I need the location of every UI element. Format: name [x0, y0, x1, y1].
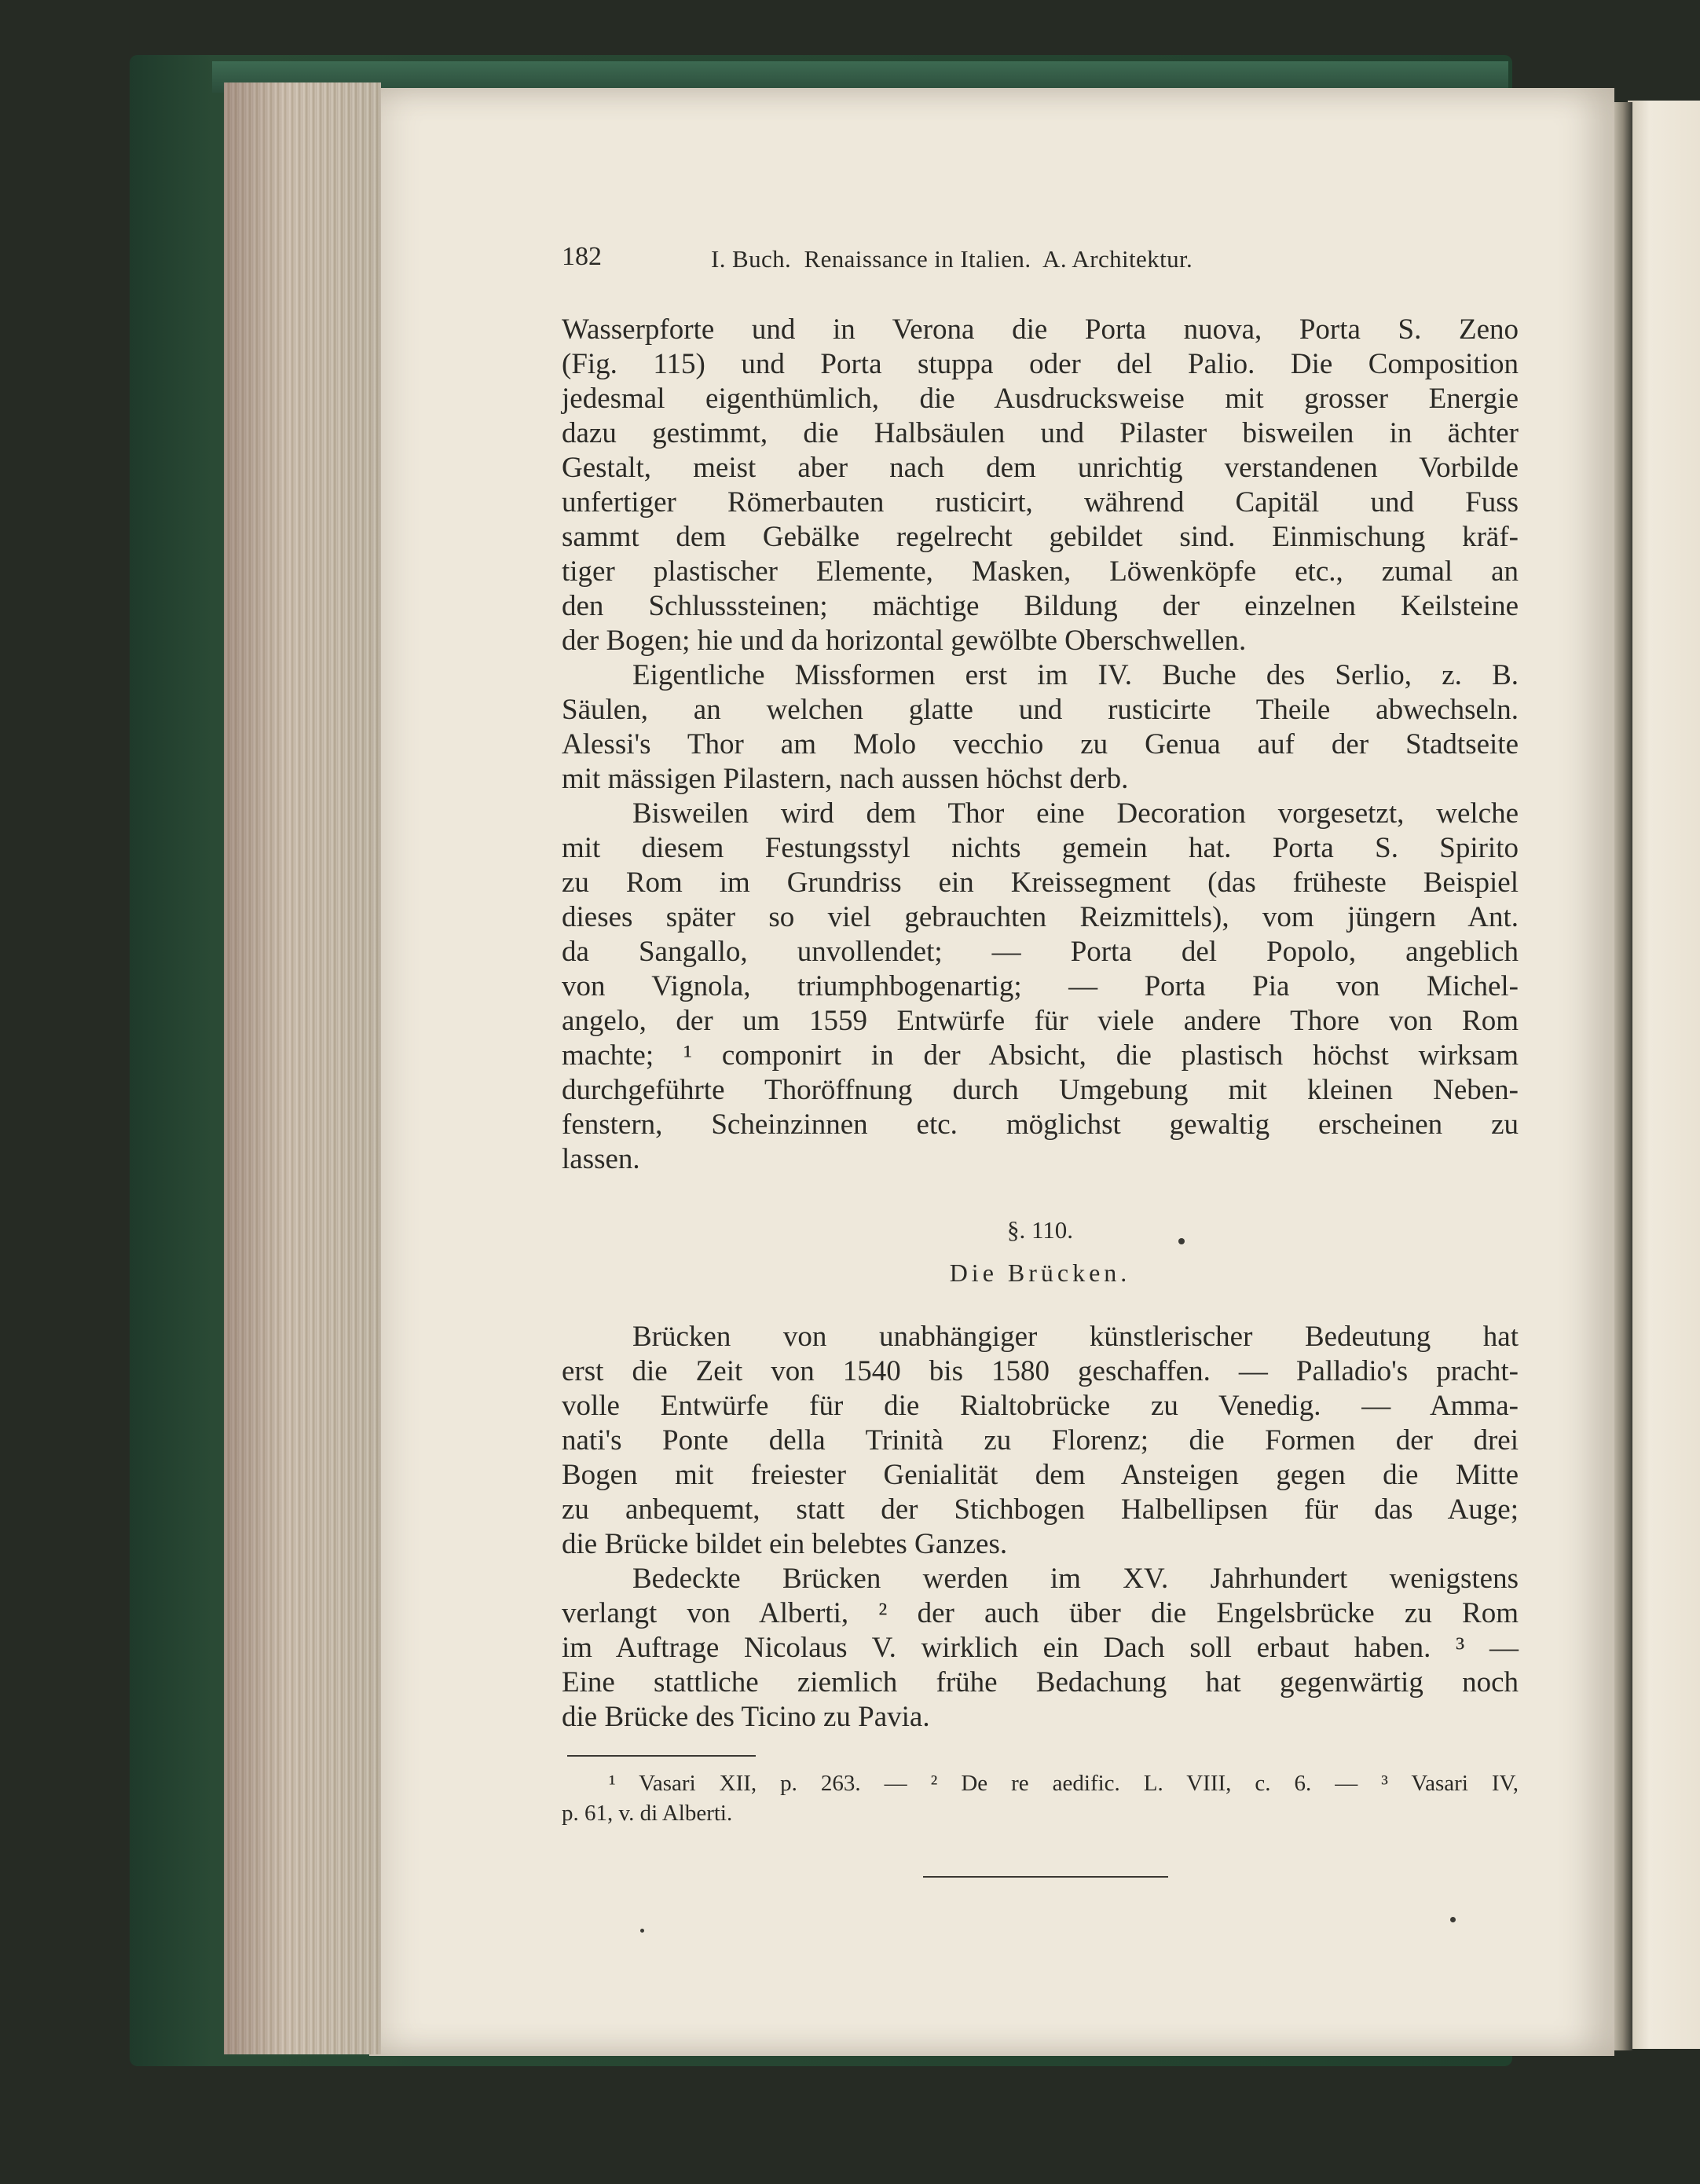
- text-line: der Bogen; hie und da horizontal gewölbte Oberschwellen.: [562, 625, 1247, 657]
- text-line: tiger plastischer Elemente, Masken, Löwenköpfe etc., zumal an: [562, 555, 1519, 588]
- text-line: erst die Zeit von 1540 bis 1580 geschaffen. — Palladio's pracht-: [562, 1355, 1519, 1387]
- running-head: I. Buch. Renaissance in Italien. A. Architektur.: [711, 245, 1193, 273]
- text-line: Bisweilen wird dem Thor eine Decoration vorgesetzt, welche: [632, 797, 1519, 830]
- page-header: [562, 242, 1519, 277]
- text-line: mit diesem Festungsstyl nichts gemein hat. Porta S. Spirito: [562, 832, 1519, 864]
- section-title: Die Brücken.: [949, 1259, 1131, 1287]
- facing-page-edge: [1628, 101, 1700, 2049]
- section-number: §. 110.: [1006, 1216, 1074, 1244]
- text-line: machte; ¹ componirt in der Absicht, die plastisch höchst wirksam: [562, 1039, 1519, 1072]
- text-line: fenstern, Scheinzinnen etc. möglichst gewaltig erscheinen zu: [562, 1108, 1519, 1141]
- text-line: mit mässigen Pilastern, nach aussen höchst derb.: [562, 763, 1129, 795]
- text-line: da Sangallo, unvollendet; — Porta del Popolo, angeblich: [562, 936, 1519, 968]
- text-line: sammt dem Gebälke regelrecht gebildet sind. Einmischung kräf-: [562, 521, 1519, 553]
- paper-speck: [1450, 1917, 1456, 1922]
- text-line: Wasserpforte und in Verona die Porta nuova, Porta S. Zeno: [562, 313, 1519, 346]
- text-line: jedesmal eigenthümlich, die Ausdrucksweise mit grosser Energie: [562, 383, 1519, 415]
- text-line: Bogen mit freiester Genialität dem Ansteigen gegen die Mitte: [562, 1459, 1519, 1491]
- text-line: (Fig. 115) und Porta stuppa oder del Palio. Die Composition: [562, 348, 1519, 380]
- text-line: lassen.: [562, 1143, 640, 1175]
- closing-rule: [923, 1876, 1168, 1878]
- text-line: verlangt von Alberti, ² der auch über die Engelsbrücke zu Rom: [562, 1597, 1519, 1629]
- text-line: Gestalt, meist aber nach dem unrichtig verstandenen Vorbilde: [562, 452, 1519, 484]
- paper-speck: [1178, 1238, 1185, 1244]
- text-line: Säulen, an welchen glatte und rusticirte Theile abwechseln.: [562, 694, 1519, 726]
- text-line: die Brücke bildet ein belebtes Ganzes.: [562, 1528, 1008, 1560]
- text-line: Bedeckte Brücken werden im XV. Jahrhundert wenigstens: [632, 1563, 1519, 1595]
- footnote-line: ¹ Vasari XII, p. 263. — ² De re aedific. L. VIII, c. 6. — ³ Vasari IV,: [609, 1771, 1519, 1796]
- text-line: den Schlusssteinen; mächtige Bildung der einzelnen Keilsteine: [562, 590, 1519, 622]
- text-line: Alessi's Thor am Molo vecchio zu Genua auf der Stadtseite: [562, 728, 1519, 760]
- text-line: dazu gestimmt, die Halbsäulen und Pilaster bisweilen in ächter: [562, 417, 1519, 449]
- text-line: Eine stattliche ziemlich frühe Bedachung hat gegenwärtig noch: [562, 1666, 1519, 1698]
- text-line: volle Entwürfe für die Rialtobrücke zu Venedig. — Amma-: [562, 1390, 1519, 1422]
- paper-speck: [640, 1929, 644, 1933]
- page-number: 182: [562, 242, 602, 271]
- text-line: nati's Ponte della Trinità zu Florenz; die Formen der drei: [562, 1424, 1519, 1457]
- text-line: zu Rom im Grundriss ein Kreissegment (das früheste Beispiel: [562, 867, 1519, 899]
- text-line: zu anbequemt, statt der Stichbogen Halbellipsen für das Auge;: [562, 1493, 1519, 1526]
- text-line: durchgeführte Thoröffnung durch Umgebung mit kleinen Neben-: [562, 1074, 1519, 1106]
- text-line: im Auftrage Nicolaus V. wirklich ein Dach soll erbaut haben. ³ —: [562, 1632, 1519, 1664]
- text-line: von Vignola, triumphbogenartig; — Porta Pia von Michel-: [562, 970, 1519, 1002]
- footnote-line: p. 61, v. di Alberti.: [562, 1801, 733, 1826]
- text-line: angelo, der um 1559 Entwürfe für viele andere Thore von Rom: [562, 1005, 1519, 1037]
- footnote-rule: [567, 1755, 756, 1757]
- text-line: dieses später so viel gebrauchten Reizmittels), vom jüngern Ant.: [562, 901, 1519, 933]
- text-line: unfertiger Römerbauten rusticirt, während Capitäl und Fuss: [562, 486, 1519, 519]
- text-line: Eigentliche Missformen erst im IV. Buche des Serlio, z. B.: [632, 659, 1519, 691]
- text-line: Brücken von unabhängiger künstlerischer Bedeutung hat: [632, 1321, 1519, 1353]
- text-line: die Brücke des Ticino zu Pavia.: [562, 1701, 930, 1733]
